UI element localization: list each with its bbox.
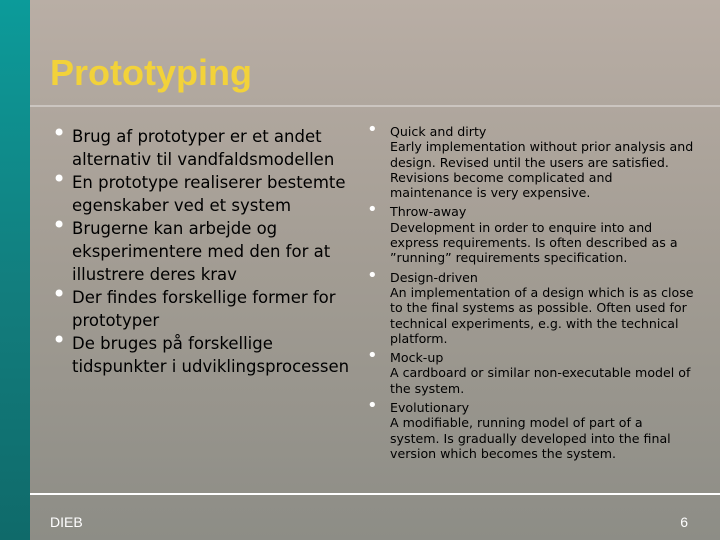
list-item — [366, 199, 696, 266]
bullet-icon: • — [367, 119, 378, 140]
bullet-icon: • — [52, 280, 67, 308]
left-bullet-list — [50, 119, 350, 378]
bullet-text: En prototype realiserer bestemte egenskaber ved et system — [72, 173, 346, 215]
prototype-type-description: Development in order to enquire into and express requirements. Is often described as a ”running” requirements specification. — [390, 219, 678, 266]
slide-title: Prototyping — [50, 52, 252, 93]
prototype-type-description: A cardboard or similar non-executable model of the system. — [390, 365, 691, 396]
bullet-text: Der findes forskellige former for prototyper — [72, 288, 336, 330]
prototype-type-heading: Quick and dirty — [390, 124, 487, 139]
bullet-text: Brugerne kan arbejde og eksperimentere med den for at illustrere deres krav — [72, 219, 331, 284]
prototype-type-description: Early implementation without prior analysis and design. Revised until the users are satisfied. Revisions become complicated and maintenance is very expensive. — [390, 139, 694, 201]
bullet-text: De bruges på forskellige tidspunkter i udviklingsprocessen — [72, 334, 350, 376]
list-item — [366, 264, 696, 346]
prototype-type-heading: Design-driven — [390, 269, 478, 285]
page-number: 6 — [680, 514, 688, 530]
side-accent-bar — [0, 0, 30, 540]
bullet-text: Brug af prototyper er et andet alternativ til vandfaldsmodellen — [72, 127, 335, 169]
bullet-icon: • — [52, 165, 67, 193]
bullet-icon: • — [367, 395, 378, 417]
bullet-icon: • — [367, 345, 378, 367]
list-item — [50, 280, 350, 332]
prototype-type-description: A modifiable, running model of part of a system. Is gradually developed into the final version which becomes the system. — [390, 415, 671, 461]
bullet-icon: • — [52, 119, 67, 147]
title-divider — [30, 105, 720, 107]
footer-label: DIEB — [50, 514, 83, 530]
bullet-icon: • — [52, 211, 67, 239]
bullet-icon: • — [367, 264, 378, 286]
list-item — [366, 119, 696, 201]
prototype-type-description: An implementation of a design which is as close to the final systems as possible. Often used for technical experiments, e.g. with the technical platform. — [390, 284, 694, 346]
prototype-type-heading: Mock-up — [390, 350, 444, 366]
list-item — [366, 395, 696, 461]
list-item — [50, 326, 350, 378]
footer-divider — [30, 493, 720, 495]
list-item — [366, 345, 696, 396]
right-bullet-list — [366, 119, 696, 465]
bullet-icon: • — [367, 199, 378, 221]
list-item — [50, 165, 350, 217]
list-item — [50, 211, 350, 286]
prototype-type-heading: Evolutionary — [390, 400, 470, 416]
prototype-type-heading: Throw-away — [390, 204, 467, 220]
bullet-icon: • — [52, 326, 67, 354]
list-item — [50, 119, 350, 171]
